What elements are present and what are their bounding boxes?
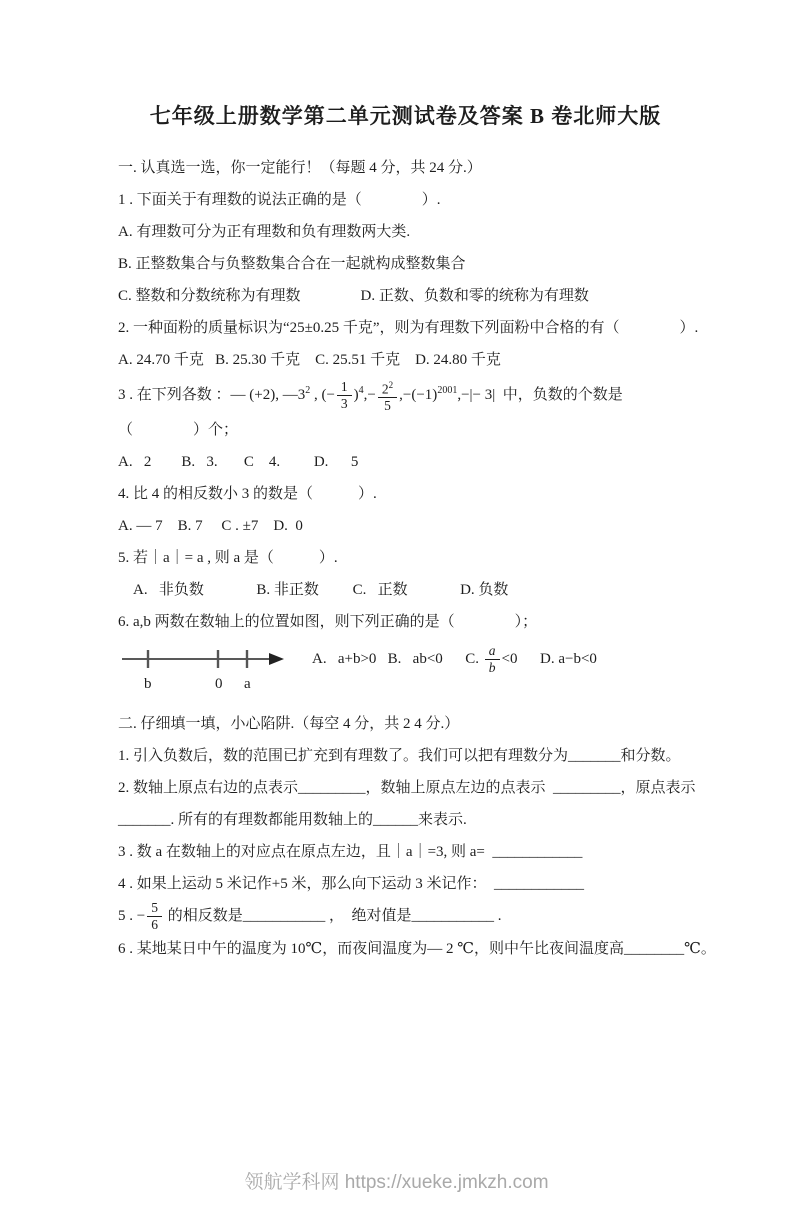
- s2-q1: 1. 引入负数后，数的范围已扩充到有理数了。我们可以把有理数分为_______和分数。: [118, 748, 681, 765]
- fraction-a-over-b: [485, 643, 500, 676]
- s1-q1-stem: 1 . 下面关于有理数的说法正确的是（ ）.: [118, 192, 441, 208]
- s2-q5-text-2: 的相反数是___________ ， 绝对值是___________ .: [163, 908, 502, 925]
- q3-text-4: ,−: [363, 387, 376, 403]
- s1-q2-stem: 2. 一种面粉的质量标识为“25±0.25 千克”，则为有理数下列面粉中合格的有（ ）.: [118, 320, 699, 336]
- section1-header: 一. 认真选一选，你一定能行！（每题 4 分，共 24 分.）: [118, 160, 482, 176]
- s1-q4-stem: 4. 比 4 的相反数小 3 的数是（ ）.: [118, 486, 377, 503]
- q3-text-5: ,−(−1): [399, 387, 438, 403]
- numberline-labels: [118, 676, 727, 702]
- fraction-denominator: 6: [151, 917, 158, 933]
- s2-q2: 2. 数轴上原点右边的点表示_________，数轴上原点左边的点表示 _________，原点表示_______. 所有的有理数都能用数轴上的______来表示.: [118, 780, 696, 829]
- s2-q5-text-1: 5 . −: [118, 908, 146, 925]
- s1-q3-options: A. 2 B. 3. C 4. D. 5: [118, 454, 359, 471]
- fraction-one-third: [337, 379, 352, 412]
- s2-q5: [118, 900, 727, 933]
- watermark-footer: 领航学科网 https://xueke.jmkzh.com: [244, 1172, 549, 1193]
- s1-q2-options: A. 24.70 千克 B. 25.30 千克 C. 25.51 千克 D. 24.80 千克: [118, 352, 501, 368]
- q3-text-6: ,−|− 3| 中，负数的个数是: [457, 387, 623, 403]
- q3-text-2: , (−: [310, 387, 335, 403]
- s2-q6: 6 . 某地某日中午的温度为 10℃，而夜间温度为— 2 ℃，则中午比夜间温度高________℃。: [118, 941, 716, 958]
- s1-q6-stem: 6. a,b 两数在数轴上的位置如图，则下列正确的是（ ）；: [118, 614, 538, 631]
- fraction-numerator: a: [485, 643, 500, 660]
- section2-header: 二. 仔细填一填，小心陷阱.（每空 4 分，共 2 4 分.）: [118, 716, 460, 733]
- fraction-numerator: 1: [337, 379, 352, 396]
- fraction-numerator: 5: [147, 900, 162, 917]
- q3-exponent-2: 4: [358, 385, 364, 396]
- fraction-five-sixths: [147, 900, 162, 933]
- s1-q3-stem: [118, 376, 727, 414]
- s1-q3-stem-line2: （ ）个；: [118, 422, 239, 439]
- fraction-numerator-base: 2: [381, 381, 389, 397]
- q3-text-3: ): [353, 387, 359, 403]
- s1-q4-options: A. — 7 B. 7 C . ±7 D. 0: [118, 518, 303, 535]
- q3-exponent-3: 2001: [437, 385, 458, 396]
- s1-q6-options: [312, 643, 597, 676]
- s1-q5-stem: 5. 若｜a｜= a , 则 a 是（ ）.: [118, 550, 338, 567]
- s1-q1-option-b: B. 正整数集合与负整数集合合在一起就构成整数集合: [118, 256, 466, 272]
- s2-q4: 4 . 如果上运动 5 米记作+5 米，那么向下运动 3 米记作： ____________: [118, 876, 584, 893]
- fraction-denominator: 3: [340, 396, 348, 412]
- s1-q5-options: A. 非负数 B. 非正数 C. 正数 D. 负数: [118, 582, 509, 599]
- fraction-denominator: 5: [384, 398, 391, 414]
- q3-text-1: 3 . 在下列各数 ：— (+2), —3: [118, 387, 306, 403]
- fraction-two-squared-fifths: [378, 377, 397, 415]
- q6-options-text-1: A. a+b>0 B. ab<0 C.: [312, 650, 483, 667]
- paper-content: [0, 100, 793, 965]
- fraction-denominator: b: [488, 659, 496, 675]
- numberline-label-b: b: [144, 676, 152, 693]
- q3-exponent-1: 2: [305, 385, 311, 396]
- arrowhead-icon: [269, 653, 284, 665]
- q6-figure-row: [118, 642, 727, 676]
- numberline-label-a: a: [244, 676, 251, 693]
- q6-options-text-2: <0 D. a−b<0: [501, 650, 597, 667]
- s2-q3: 3 . 数 a 在数轴上的对应点在原点左边，且｜a｜=3, 则 a= ____________: [118, 844, 583, 861]
- s1-q1-option-a: A. 有理数可分为正有理数和负有理数两大类.: [118, 224, 411, 240]
- number-line: [118, 642, 290, 676]
- document-page: [0, 100, 793, 1222]
- fraction-numerator-exponent: 2: [388, 379, 394, 390]
- s1-q1-options-cd: C. 整数和分数统称为有理数 D. 正数、负数和零的统称为有理数: [118, 288, 589, 304]
- page-title: 七年级上册数学第二单元测试卷及答案 B 卷北师大版: [149, 104, 662, 128]
- fraction-numerator: [378, 377, 397, 399]
- numberline-label-0: 0: [215, 676, 223, 693]
